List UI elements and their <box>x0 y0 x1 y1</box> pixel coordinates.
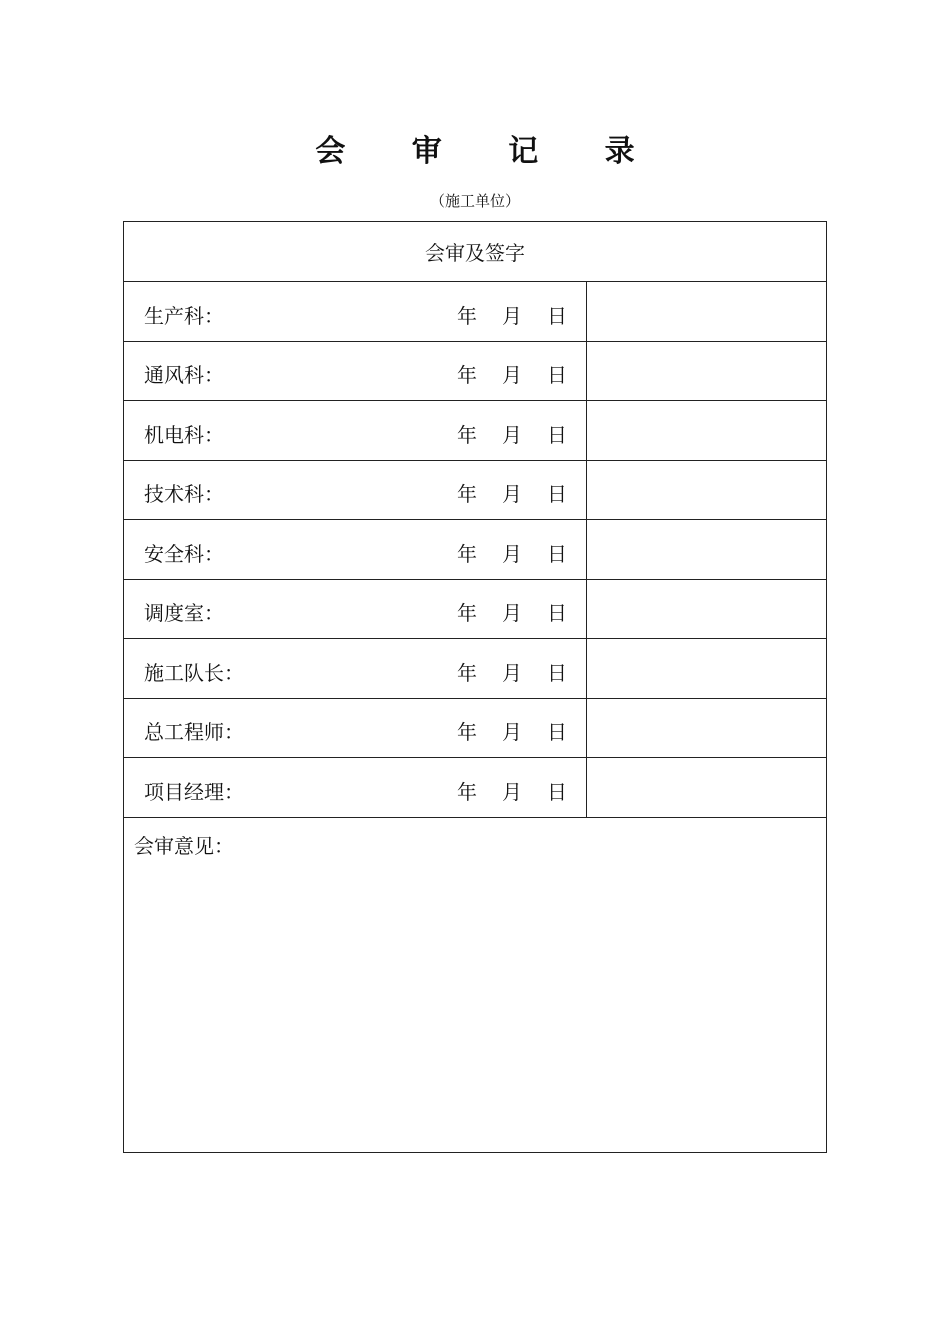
date-year-label: 年 <box>457 661 477 685</box>
role-label: 项目经理： <box>144 780 244 804</box>
remark-cell[interactable] <box>587 698 826 757</box>
date-month-label: 月 <box>502 661 522 685</box>
signature-cell[interactable] <box>124 401 587 460</box>
remark-cell[interactable] <box>587 341 826 400</box>
table-row <box>124 282 826 342</box>
review-opinion-label: 会审意见： <box>134 834 234 858</box>
date-month-label: 月 <box>502 542 522 566</box>
table-row <box>124 460 826 520</box>
page-subtitle: （施工单位） <box>429 192 520 210</box>
remark-cell[interactable] <box>587 520 826 579</box>
signature-cell[interactable] <box>124 698 587 757</box>
date-day-label: 日 <box>547 780 567 804</box>
date-year-label: 年 <box>457 780 477 804</box>
date-day-label: 日 <box>547 661 567 685</box>
remark-cell[interactable] <box>587 401 826 460</box>
date-month-label: 月 <box>502 363 522 387</box>
table-row <box>124 401 826 461</box>
role-label: 调度室： <box>144 601 224 625</box>
date-month-label: 月 <box>502 304 522 328</box>
signature-cell[interactable] <box>124 758 587 817</box>
remark-cell[interactable] <box>587 758 826 817</box>
role-label: 生产科： <box>144 304 224 328</box>
date-day-label: 日 <box>547 601 567 625</box>
table-row <box>124 758 826 818</box>
table-row <box>124 698 826 758</box>
table-header: 会审及签字 <box>124 222 826 282</box>
signature-cell[interactable] <box>124 460 587 519</box>
date-day-label: 日 <box>547 363 567 387</box>
signature-cell[interactable] <box>124 282 587 341</box>
signature-cell[interactable] <box>124 520 587 579</box>
date-month-label: 月 <box>502 423 522 447</box>
date-year-label: 年 <box>457 304 477 328</box>
date-year-label: 年 <box>457 720 477 744</box>
date-day-label: 日 <box>547 720 567 744</box>
role-label: 通风科： <box>144 363 224 387</box>
table-row <box>124 579 826 639</box>
role-label: 安全科： <box>144 542 224 566</box>
table-row <box>124 639 826 699</box>
remark-cell[interactable] <box>587 639 826 698</box>
date-year-label: 年 <box>457 482 477 506</box>
date-year-label: 年 <box>457 423 477 447</box>
page-title: 会 审 记 录 <box>315 134 663 169</box>
role-label: 技术科： <box>144 482 224 506</box>
table-row <box>124 341 826 401</box>
remark-cell[interactable] <box>587 282 826 341</box>
date-day-label: 日 <box>547 542 567 566</box>
role-label: 总工程师： <box>144 720 244 744</box>
role-label: 机电科： <box>144 423 224 447</box>
remark-cell[interactable] <box>587 460 826 519</box>
date-month-label: 月 <box>502 482 522 506</box>
signature-cell[interactable] <box>124 341 587 400</box>
signature-cell[interactable] <box>124 579 587 638</box>
remark-cell[interactable] <box>587 579 826 638</box>
date-month-label: 月 <box>502 780 522 804</box>
date-day-label: 日 <box>547 482 567 506</box>
table-row <box>124 520 826 580</box>
date-day-label: 日 <box>547 423 567 447</box>
date-day-label: 日 <box>547 304 567 328</box>
date-month-label: 月 <box>502 601 522 625</box>
date-year-label: 年 <box>457 601 477 625</box>
signature-cell[interactable] <box>124 639 587 698</box>
date-year-label: 年 <box>457 542 477 566</box>
date-year-label: 年 <box>457 363 477 387</box>
review-record-table <box>123 221 827 1153</box>
role-label: 施工队长： <box>144 661 244 685</box>
date-month-label: 月 <box>502 720 522 744</box>
